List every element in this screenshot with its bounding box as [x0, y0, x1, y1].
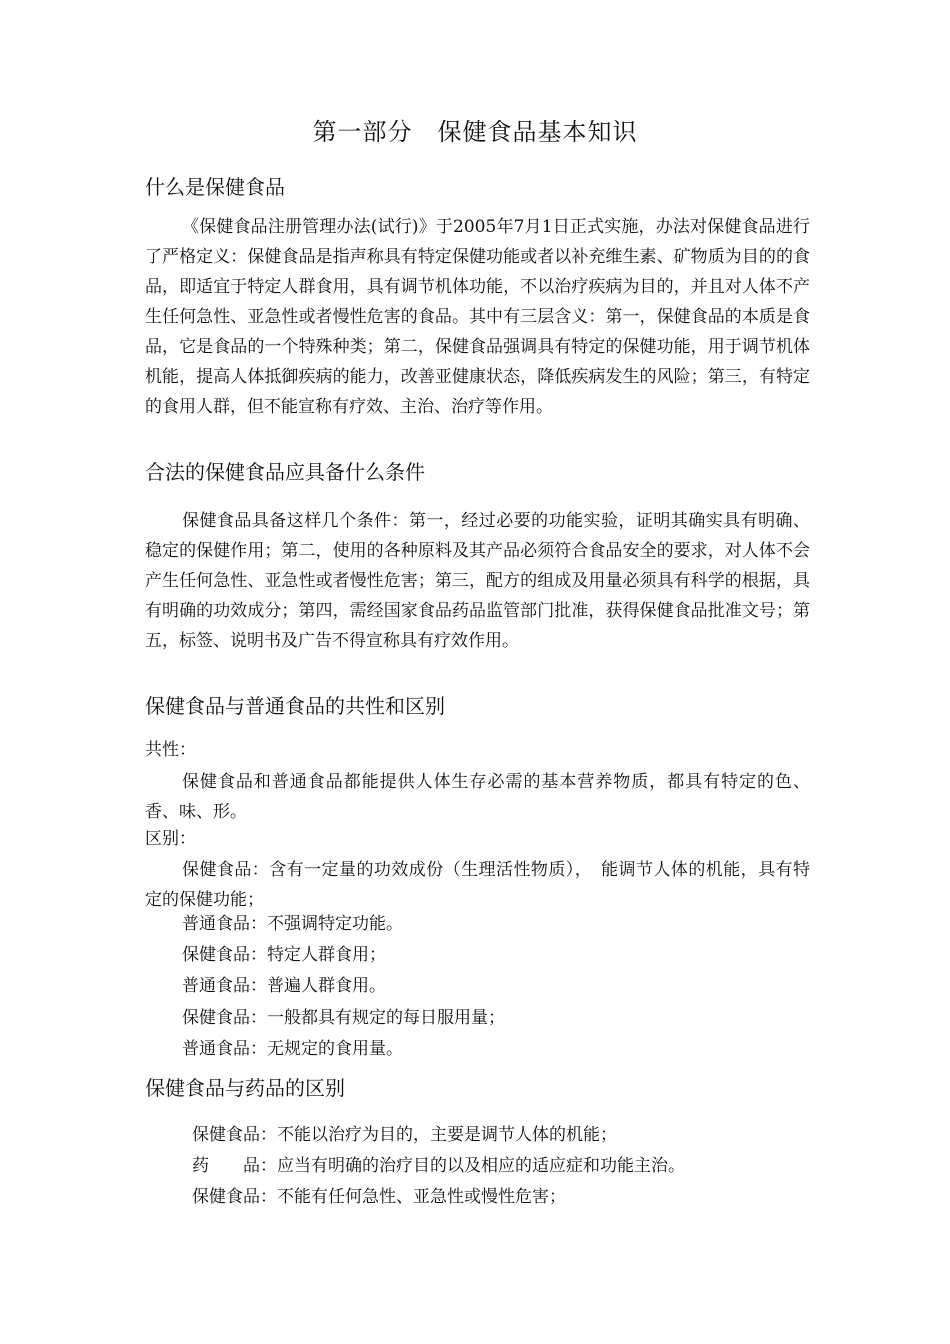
section-heading-vs-drugs: 保健食品与药品的区别	[145, 1076, 345, 1100]
difference-first-item: 保健食品：含有一定量的功效成份（生理活性物质）， 能调节人体的机能，具有特定的保健功能；	[145, 860, 810, 910]
section-paragraph-what-is: 《保健食品注册管理办法(试行)》于2005年7月1日正式实施，办法对保健食品进行了严格定义：保健食品是指声称具有特定保健功能或者以补充维生素、矿物质为目的的食品，即适宜于特定人群食用，具有调节机体功能，不以治疗疾病为目的，并且对人体不产生任何急性、亚急性或者慢性危害的食品。其中有三层含义：第一，保健食品的本质是食品，它是食品的一个特殊种类；第二，保健食品强调具有特定的保健功能，用于调节机体机能，提高人体抵御疾病的能力，改善亚健康状态，降低疾病发生的风险；第三，有特定的食用人群，但不能宣称有疗效、主治、治疗等作用。	[145, 217, 810, 417]
section-heading-conditions: 合法的保健食品应具备什么条件	[145, 460, 425, 484]
drug-difference-item: 药 品：应当有明确的治疗目的以及相应的适应症和功能主治。	[192, 1156, 685, 1176]
page-title: 第一部分 保健食品基本知识	[312, 118, 638, 146]
common-label: 共性：	[145, 740, 196, 760]
common-text: 保健食品和普通食品都能提供人体生存必需的基本营养物质，都具有特定的色、香、味、形。	[145, 772, 810, 822]
section-heading-vs-ordinary-food: 保健食品与普通食品的共性和区别	[145, 694, 445, 718]
drug-difference-item: 保健食品：不能有任何急性、亚急性或慢性危害；	[192, 1187, 566, 1207]
difference-item: 保健食品：特定人群食用；	[182, 945, 386, 965]
difference-item: 普通食品：无规定的食用量。	[182, 1039, 403, 1059]
difference-item: 普通食品：普遍人群食用。	[182, 976, 386, 996]
drug-difference-item: 保健食品：不能以治疗为目的，主要是调节人体的机能；	[192, 1125, 617, 1145]
difference-item: 保健食品：一般都具有规定的每日服用量；	[182, 1008, 505, 1028]
section-heading-what-is: 什么是保健食品	[145, 175, 285, 199]
section-paragraph-conditions: 保健食品具备这样几个条件：第一，经过必要的功能实验，证明其确实具有明确、稳定的保健作用；第二，使用的各种原料及其产品必须符合食品安全的要求，对人体不会产生任何急性、亚急性或者慢性危害；第三，配方的组成及用量必须具有科学的根据，具有明确的功效成分；第四，需经国家食品药品监管部门批准，获得保健食品批准文号；第五，标签、说明书及广告不得宣称具有疗效作用。	[145, 511, 810, 651]
difference-item: 普通食品：不强调特定功能。	[182, 914, 403, 934]
difference-label: 区别：	[145, 829, 196, 849]
